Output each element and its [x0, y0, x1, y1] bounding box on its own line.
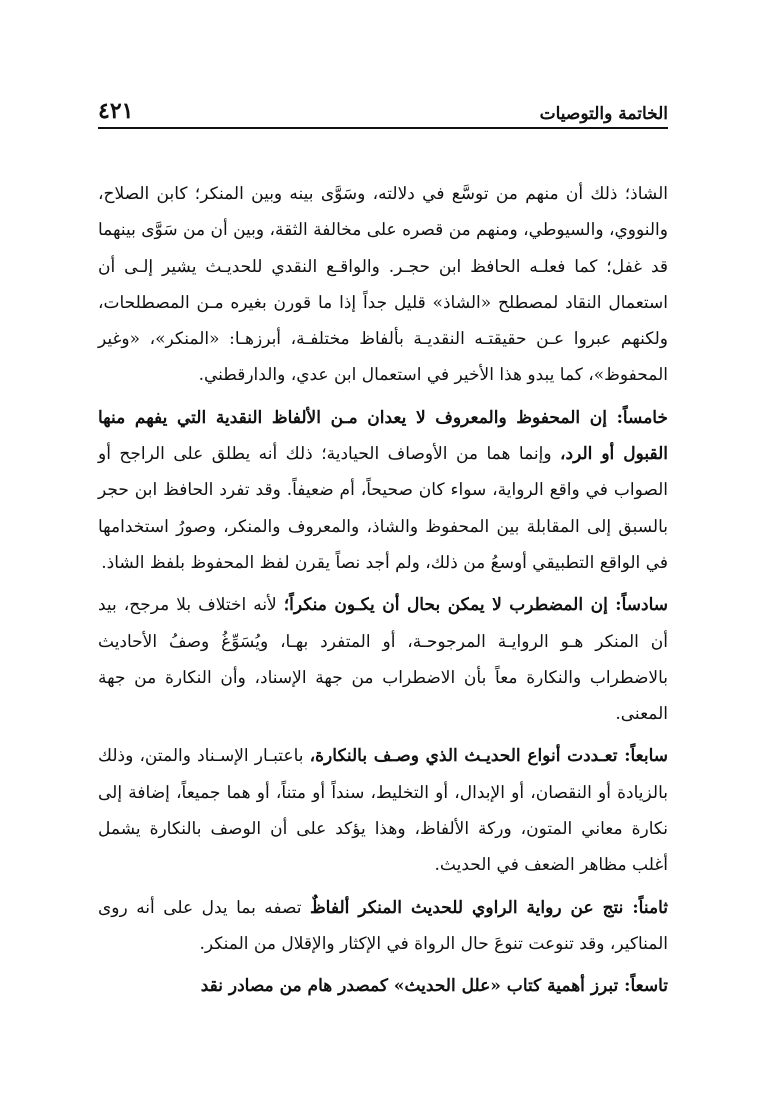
paragraph-text: الشاذ؛ ذلك أن منهم من توسَّع في دلالته، وسَوَّى بينه وبين المنكر؛ كابن الصلاح، والنووي، والسيوطي، ومنهم من قصره على مخالفة الثقة، وبين أن من سَوَّى بينهما قد غفل؛ كما فعلـه الحافظ ابن حجـر. والواقـع النقدي للحديـث يشير إلـى أن استعمال النقاد لمصطلح «الشاذ» قليل جداً إذا ما قورن بغيره مـن المصطلحات، ولكنهم عبروا عـن حقيقتـه النقديـة بألفاظ مختلفـة، أبرزهـا: «المنكر»، «وغير المحفوظ»، كما يبدو هذا الأخير في استعمال ابن عدي، والدارقطني.: [98, 184, 668, 386]
paragraph-lead: ثامناً: نتج عن رواية الراوي للحديث المنكر ألفاظٌ: [309, 897, 668, 918]
paragraph-lead: سادساً: إن المضطرب لا يمكن بحال أن يكـون منكراً؛: [283, 595, 668, 616]
paragraph-text: وإنما هما من الأوصاف الحيادية؛ ذلك أنه يطلق على الراجح أو الصواب في واقع الرواية، سواء كان صحيحاً، أم ضعيفاً. وقد تفرد الحافظ ابن حجر بالسبق إلى المقابلة بين المحفوظ والشاذ، والمعروف والمنكر، وصورُ استخدامها في الواقع التطبيقي أوسعُ من ذلك، ولم أجد نصاً يقرن لفظ المحفوظ بلفظ الشاذ.: [98, 444, 668, 573]
running-title: الخاتمة والتوصيات: [539, 104, 668, 124]
paragraph-lead: خامساً: إن المحفوظ والمعروف لا يعدان مـن الألفاظ النقدية التي يفهم منها القبول أو الرد،: [98, 407, 668, 465]
paragraph-continuation: [98, 176, 668, 394]
page-number: ٤٢١: [98, 98, 134, 124]
page-body: [98, 176, 668, 1011]
paragraph-sixth: [98, 587, 668, 732]
paragraph-fifth: [98, 400, 668, 581]
paragraph-ninth: [98, 968, 668, 1004]
paragraph-text: تصفه بما يدل على أنه روى المناكير، وقد تنوعت تنوعَ حال الرواة في الإكثار والإقلال من المنكر.: [98, 897, 668, 954]
paragraph-lead: سابعاً: تعـددت أنواع الحديـث الذي وصـف بالنكارة،: [309, 746, 669, 767]
paragraph-text: باعتبـار الإسـناد والمتن، وذلك بالزيادة أو النقصان، أو الإبدال، أو التخليط، سنداً أو متناً، أو هما جميعاً، إضافة إلى نكارة معاني المتون، وركة الألفاظ، وهذا يؤكد على أن الوصف بالنكارة يشمل أغلب مظاهر الضعف في الحديث.: [98, 746, 668, 876]
paragraph-seventh: [98, 738, 668, 883]
header-rule: [98, 127, 668, 129]
paragraph-lead: تاسعاً: تبرز أهمية كتاب «علل الحديث» كمصدر هام من مصادر نقد: [200, 976, 668, 997]
paragraph-eighth: [98, 890, 668, 963]
paragraph-text: لأنه اختلاف بلا مرجح، بيد أن المنكر هـو الروايـة المرجوحـة، أو المتفرد بهـا، ويُسَوِّغُ وصفُ الأحاديث بالاضطراب والنكارة معاً بأن الاضطراب من جهة الإسناد، وأن النكارة من جهة المعنى.: [98, 595, 668, 725]
page-header: [98, 92, 668, 124]
